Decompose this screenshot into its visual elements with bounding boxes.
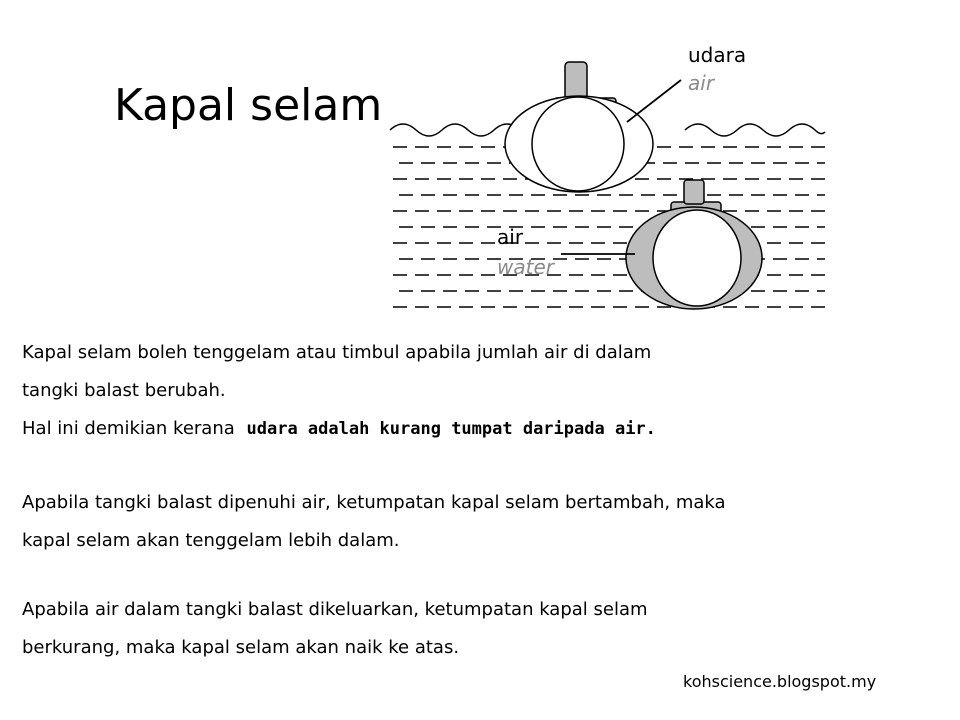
- paragraph-1-line-2: tangki balast berubah.: [22, 380, 226, 401]
- paragraph-1: [22, 334, 902, 448]
- label-air-ms: air: [497, 225, 524, 249]
- leader-line-air: [627, 80, 681, 122]
- paragraph-2: [22, 484, 902, 560]
- submerged-submarine: [626, 180, 762, 309]
- page-title: Kapal selam: [114, 80, 383, 131]
- label-udara: udara: [688, 43, 747, 67]
- paragraph-3-line-2: berkurang, maka kapal selam akan naik ke atas.: [22, 637, 460, 658]
- paragraph-3: [22, 591, 902, 667]
- paragraph-1-line-1: Kapal selam boleh tenggelam atau timbul apabila jumlah air di dalam: [22, 342, 652, 363]
- paragraph-2-line-2: kapal selam akan tenggelam lebih dalam.: [22, 530, 400, 551]
- key-statement: udara adalah kurang tumpat daripada air.: [246, 419, 656, 439]
- paragraph-3-line-1: Apabila air dalam tangki balast dikeluarkan, ketumpatan kapal selam: [22, 599, 648, 620]
- submarine-diagram: [385, 40, 835, 315]
- paragraph-1-line-3: Hal ini demikian kerana: [22, 418, 235, 439]
- label-water: water: [497, 255, 554, 279]
- source-credit: kohscience.blogspot.my: [683, 672, 877, 691]
- floating-submarine: [505, 62, 653, 192]
- paragraph-2-line-1: Apabila tangki balast dipenuhi air, ketumpatan kapal selam bertambah, maka: [22, 492, 726, 513]
- label-air-en: air: [688, 71, 715, 95]
